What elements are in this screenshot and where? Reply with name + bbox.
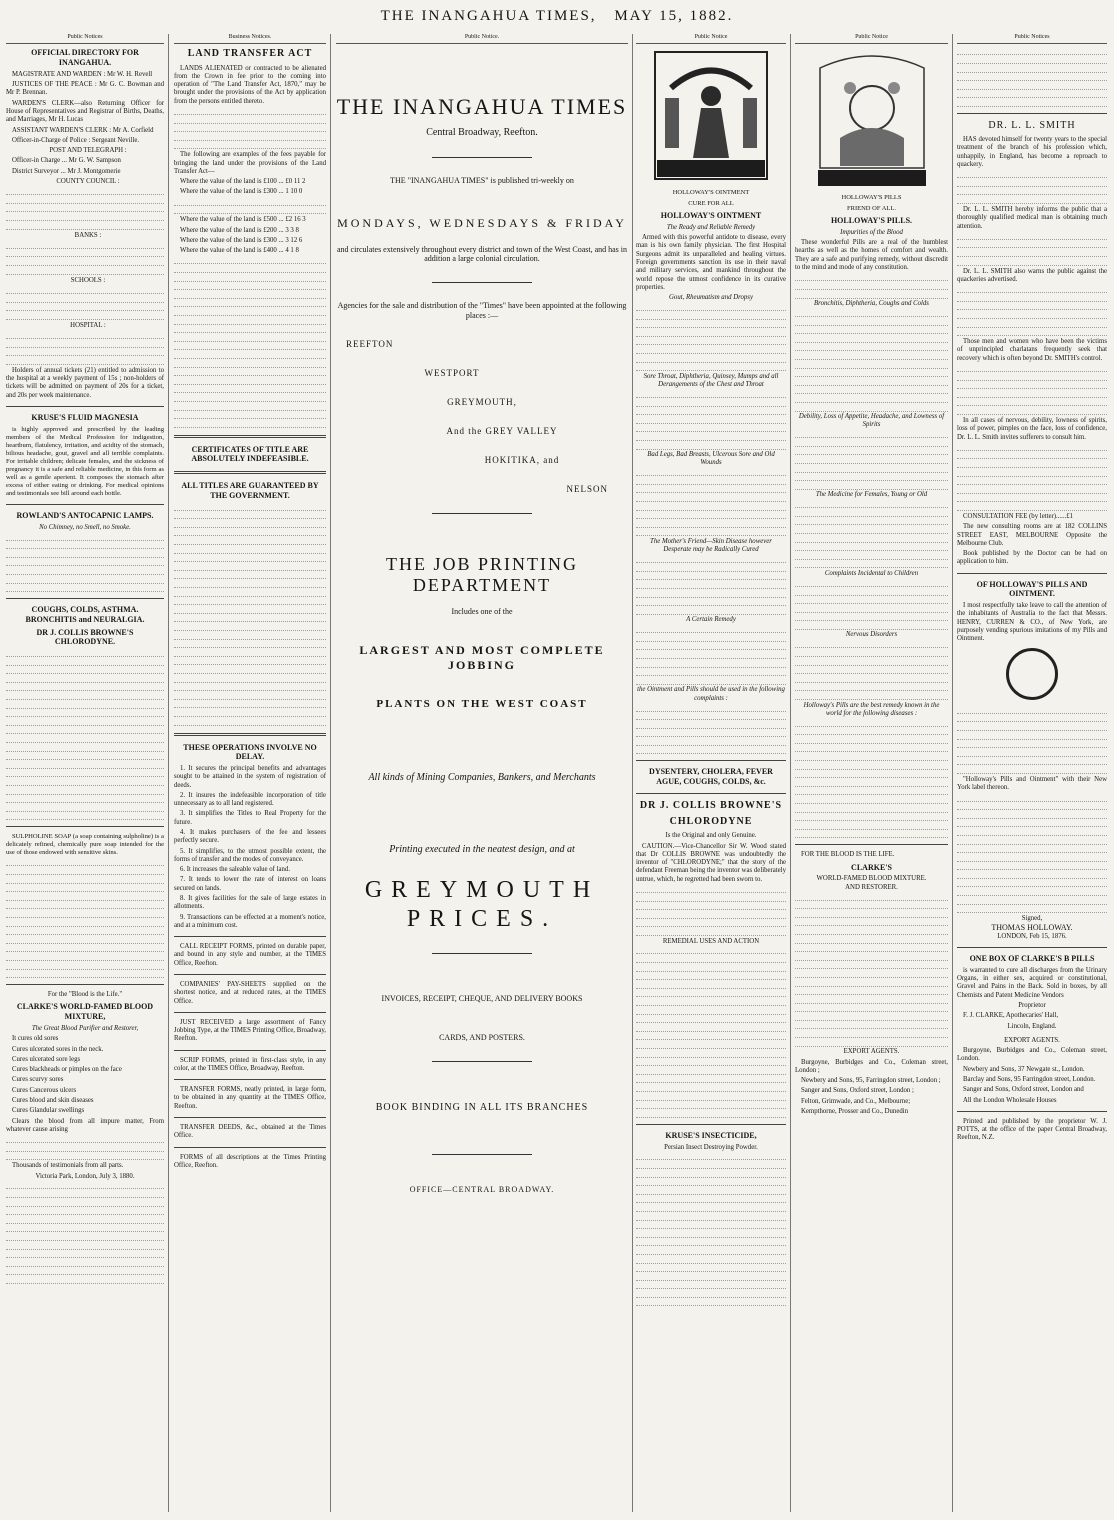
- world-famed: WORLD-FAMED BLOOD MIXTURE.: [816, 875, 927, 883]
- agent-line: Sanger and Sons, Oxford street, London ;: [801, 1087, 914, 1095]
- sore-throat-heading: Sore Throat, Diphtheria, Quinsey, Mumps and all Derangements of the Chest and Throat: [643, 372, 779, 389]
- restorer: AND RESTORER.: [845, 883, 898, 891]
- column-heading: Public Notice: [636, 34, 786, 44]
- list-item: It cures old sores: [12, 1035, 59, 1043]
- holloway-date: LONDON, Feb 15, 1876.: [997, 932, 1067, 940]
- clarke-title: CLARKE'S: [851, 862, 892, 872]
- column-heading: Public Notice: [795, 34, 948, 44]
- holloway-pills-engraving: [810, 48, 934, 188]
- dr-smith-para: Dr. L. L. SMITH hereby informs the public that a thoroughly qualified medical man is obtaining much attention.: [957, 205, 1107, 230]
- list-item: Cures ulcerated sores in the neck.: [12, 1045, 104, 1053]
- holloway-signature: THOMAS HOLLOWAY.: [991, 923, 1073, 933]
- list-item: 6. It increases the saleable value of land.: [180, 866, 291, 874]
- column-rule: [952, 34, 953, 1512]
- collis-title: DR J. COLLIS BROWNE'S: [639, 799, 783, 811]
- column-5: [795, 34, 948, 1510]
- column-heading: Public Notices: [957, 34, 1107, 44]
- holloway-seal: [957, 648, 1107, 703]
- chlorodyne-title: CHLORODYNE: [669, 816, 753, 828]
- list-item: 2. It insures the indefeasible incorporation of title unnecessary as to all land registered.: [174, 791, 326, 808]
- list-item: Cures blood and skin diseases: [12, 1096, 94, 1104]
- place-item: NELSON: [566, 483, 608, 494]
- scrip-forms-ad: SCRIP FORMS, printed in first-class style, in any color, at the TIMES Office, Broadway, Reefton.: [174, 1056, 326, 1072]
- fee-row: Where the value of the land is £300 ... 3 12 6: [180, 236, 303, 244]
- consulting-rooms: The new consulting rooms are at 182 COLLINS STREET EAST, MELBOURNE Opposite the Melbourne Club.: [957, 523, 1107, 547]
- rowland-lamps-title: ROWLAND'S ANTOCAPNIC LAMPS.: [16, 510, 154, 520]
- testimonial-place: Victoria Park, London, July 3, 1880.: [35, 1172, 135, 1180]
- column-6: [957, 34, 1107, 1510]
- lincoln: Lincoln, England.: [1007, 1022, 1057, 1030]
- holloway-caution-title: OF HOLLOWAY'S PILLS AND OINTMENT.: [976, 579, 1088, 599]
- kruse-insecticide-sub: Persian Insect Destroying Powder.: [664, 1143, 758, 1151]
- nervous-heading: Nervous Disorders: [845, 631, 898, 639]
- testimonials-note: Thousands of testimonials from all parts.: [12, 1162, 124, 1170]
- holloway-caution-body: I most respectfully take leave to call the attention of the inhabitants of Australia to the fact that Messrs. HENRY, CURREN & CO., of New York, are purposely vending spurious imitations of my Pills and Ointment.: [957, 602, 1107, 643]
- column-rule: [632, 34, 633, 1512]
- agent-line: Burgoyne, Burbidges and Co., Coleman street, London ;: [795, 1058, 948, 1074]
- includes-text: Includes one of the: [451, 607, 513, 617]
- dr-smith-para: Those men and women who have been the victims of unprincipled charlatans frequently seek that recovery which is often beyond Dr. SMITH's control.: [957, 338, 1107, 362]
- greymouth-prices: GREYMOUTH PRICES.: [364, 877, 600, 933]
- agent-line: Felton, Grimwade, and Co., Melbourne;: [801, 1097, 911, 1105]
- holloway-names: "Holloway's Pills and Ointment" with their New York label thereon.: [957, 775, 1107, 792]
- column-rule: [168, 34, 169, 1512]
- agent-line: Barclay and Sons, 95 Farringdon street, London.: [963, 1076, 1096, 1083]
- complaints-heading: the Ointment and Pills should be used in the following complaints :: [637, 686, 785, 702]
- list-item: 4. It makes purchasers of the fee and lessees perfectly secure.: [174, 829, 326, 845]
- book-note: Book published by the Doctor can be had on application to him.: [957, 550, 1107, 566]
- column-heading: Public Notices: [6, 34, 164, 44]
- agent-line: All the London Wholesale Houses: [963, 1096, 1057, 1104]
- masthead: [0, 0, 1114, 32]
- just-received-ad: JUST RECEIVED a large assortment of Fancy Jobbing Type, at the TIMES Printing Office, Broadway, Reefton.: [174, 1018, 326, 1043]
- pills-plate-label: HOLLOWAY'S PILLS: [841, 194, 902, 202]
- directory-line: BANKS :: [74, 231, 102, 239]
- column-2: [174, 34, 326, 1510]
- fee-row: Where the value of the land is £400 ... 4 1 8: [180, 247, 299, 255]
- printing-text: Printing executed in the neatest design, and at: [389, 844, 575, 856]
- publication-days: MONDAYS, WEDNESDAYS & FRIDAY: [337, 216, 627, 231]
- advantages-list: [174, 765, 326, 930]
- column-4: [636, 34, 786, 1510]
- remedial-heading: REMEDIAL USES AND ACTION: [662, 937, 760, 945]
- ointment-body: Armed with this powerful antidote to disease, every man is his own family physician. The first Hospital Surgeons admit its unparalleled and healing virtues. Foreign governments sanction its use in their naval and military services, and mankind throughout the world repose the utmost confidence in its curative properties.: [636, 234, 786, 291]
- caution-text: CAUTION.—Vice-Chancellor Sir W. Wood stated that Dr COLLIS BROWNE was undoubtedly the inventor of "CHLORODYNE;" that the story of the defendant Freeman being the inventor was deliberately untrue, which, he regretted had been sworn to.: [636, 842, 786, 883]
- blood-life-text: FOR THE BLOOD IS THE LIFE.: [801, 851, 895, 859]
- fees-intro: The following are examples of the fees payable for bringing the land under the provisions of the Land Transfer Act—: [174, 151, 326, 175]
- transfer-deeds-ad: TRANSFER DEEDS, &c., obtained at the Times Office.: [174, 1124, 326, 1140]
- agent-line: Burgoyne, Burbidges and Co., Coleman street, London.: [957, 1047, 1107, 1063]
- cards-text: CARDS, AND POSTERS.: [439, 1033, 525, 1043]
- holloway-ointment-engraving: [651, 48, 771, 183]
- paper-address: Central Broadway, Reefton.: [426, 127, 538, 139]
- dr-smith-para: In all cases of nervous, debility, lowness of spirits, loss of power, pimples on the face, loss of confidence, Dr. L. L. Smith invites sufferers to consult him.: [957, 416, 1107, 441]
- kruse-magnesia-text: is highly approved and prescribed by the leading members of the Medical Profession for indigestion, heartburn, flatulency, irritation, and acidity of the stomach, bilious headache, gout, gravel and all terrible complaints. For irritable children; delicate females, and the sickness of pregnancy it is a safe and reliable medicine, in this form as well as a gentle aperient. It composes the stomach after excess of either eating or drinking. For medical opinions and testimonials see bill around each bottle.: [6, 425, 164, 497]
- coughs-title: COUGHS, COLDS, ASTHMA. BRONCHITIS and NEURALGIA.: [25, 605, 145, 624]
- dysentery-title: DYSENTERY, CHOLERA, FEVER AGUE, COUGHS, COLDS, &c.: [649, 767, 773, 787]
- list-item: Cures Glandular swellings: [12, 1107, 85, 1115]
- children-heading: Complaints Incidental to Children: [824, 570, 919, 578]
- consultation-fee: CONSULTATION FEE (by letter)......£1: [963, 512, 1074, 520]
- land-transfer-intro: LANDS ALIENATED or contracted to be alienated from the Crown in fee prior to the coming into operation of "The Land Transfer Act, 1870," may be brought under the provisions of the Act by application from the persons entitled thereto.: [174, 64, 326, 105]
- operations-title: THESE OPERATIONS INVOLVE NO DELAY.: [183, 742, 317, 762]
- mothers-heading: The Mother's Friend—Skin Disease however Desperate may be Radically Cured: [650, 538, 772, 554]
- directory-line: ASSISTANT WARDEN'S CLERK : Mr A. Corfield: [12, 126, 154, 134]
- directory-line: POST AND TELEGRAPH :: [49, 147, 127, 155]
- ointment-plate-label: HOLLOWAY'S OINTMENT: [672, 189, 750, 197]
- plants-text: PLANTS ON THE WEST COAST: [376, 698, 588, 711]
- gout-heading: Gout, Rheumatism and Dropsy: [669, 294, 753, 302]
- pills-body: These wonderful Pills are a real of the humblest hearths as well as the homes of comfort and wealth. They are a safe and purifying remedy, without discredit to the mind and mode of any constitution.: [795, 239, 948, 272]
- published-line: THE "INANGAHUA TIMES" is published tri-weekly on: [390, 176, 574, 186]
- transfer-forms-ad: TRANSFER FORMS, neatly printed, in large form, to be obtained in any quantity at the TIMES Office, Reefton.: [174, 1086, 326, 1110]
- job-printing-title: THE JOB PRINTING DEPARTMENT: [386, 553, 578, 596]
- list-item: Cures Cancerous ulcers: [12, 1086, 77, 1094]
- signed-label: Signed,: [1021, 914, 1043, 922]
- directory-line: MAGISTRATE AND WARDEN : Mr W. H. Revell: [12, 70, 153, 78]
- directory-line: HOSPITAL :: [70, 321, 106, 329]
- export-agents-heading: EXPORT AGENTS.: [843, 1048, 900, 1056]
- agencies-text: Agencies for the sale and distribution of the "Times" have been appointed at the following places :—: [337, 301, 627, 320]
- rowland-lamps-sub: No Chimney, no Smell, no Smoke.: [39, 523, 131, 531]
- guaranteed-title: ALL TITLES ARE GUARANTEED BY THE GOVERNMENT.: [181, 481, 319, 500]
- bad-legs-heading: Bad Legs, Bad Breasts, Ulcerous Sore and Old Wounds: [647, 451, 775, 467]
- all-kinds-text: All kinds of Mining Companies, Bankers, and Merchants: [368, 771, 596, 783]
- circulation-text: and circulates extensively throughout every district and town of the West Coast, and has in addition a large colonial circulation.: [336, 244, 628, 264]
- clarke-blood-title: CLARKE'S WORLD-FAMED BLOOD MIXTURE,: [16, 1002, 154, 1022]
- fee-row: Where the value of the land is £500 ... £2 16 3: [180, 216, 306, 224]
- list-item: Cures blackheads or pimples on the face: [12, 1066, 122, 1074]
- column-3: [336, 34, 628, 1510]
- fee-row: Where the value of the land is £200 ... 3 3 8: [180, 226, 299, 234]
- fee-row: Where the value of the land is £100 ... £0 11 2: [180, 178, 306, 186]
- dr-smith-para: HAS devoted himself for twenty years to the special treatment of the branch of his profession which, unhappily, in England, has become a reproach to quackery.: [957, 136, 1107, 168]
- collis-browne-title: DR J. COLLIS BROWNE'S CHLORODYNE.: [36, 627, 134, 647]
- pills-plate-friend: FRIEND OF ALL.: [847, 205, 896, 213]
- land-transfer-title: LAND TRANSFER ACT: [187, 48, 313, 60]
- ointment-plate-cure: CURE FOR ALL: [688, 200, 734, 208]
- agent-line: Newbery and Sons, 37 Newgate st., London.: [963, 1065, 1085, 1073]
- pills-tag: Impurities of the Blood: [840, 228, 903, 236]
- directory-line: SCHOOLS :: [70, 276, 106, 284]
- directory-line: District Surveyor ... Mr J. Montgomerie: [12, 167, 121, 175]
- agent-line: Kempthorne, Prosser and Co., Dunedin: [801, 1107, 909, 1115]
- largest-text: LARGEST AND MOST COMPLETE JOBBING: [359, 643, 605, 672]
- bronchitis-heading: Bronchitis, Diphtheria, Coughs and Colds: [814, 300, 929, 308]
- list-item: Cures scurvy sores: [12, 1076, 64, 1084]
- imprint: Printed and published by the proprietor W. J. POTTS, at the office of the paper Central Broadway, Reefton, N.Z.: [957, 1117, 1107, 1142]
- certificates-title: CERTIFICATES OF TITLE ARE ABSOLUTELY INDEFEASIBLE.: [191, 444, 309, 464]
- issue-date: MAY 15, 1882.: [614, 8, 734, 24]
- place-item: WESTPORT: [424, 367, 480, 378]
- directory-line: WARDEN'S CLERK—also Returning Officer for House of Representatives and Registrar of Births, Deaths, and Marriages, Mr H. Lucas: [6, 99, 164, 124]
- pills-title: HOLLOWAY'S PILLS.: [830, 216, 913, 226]
- proprietor-name: F. J. CLARKE, Apothecaries' Hall,: [963, 1012, 1059, 1020]
- fee-row: Where the value of the land is £300 ... 1 10 0: [180, 188, 303, 196]
- females-heading: The Medicine for Females, Young or Old: [815, 491, 928, 499]
- directory-line: Holders of annual tickets (21) entitled to admission to the hospital at a weekly payment of 15s ; non-holders of tickets will be admitted on payment of 20s for a ticket, and 20s per week maintenance.: [6, 366, 164, 399]
- directory-line: JUSTICES OF THE PEACE : Mr G. C. Bowman and Mr P. Brennan.: [6, 81, 164, 97]
- invoices-text: INVOICES, RECEIPT, CHEQUE, AND DELIVERY BOOKS: [381, 993, 583, 1003]
- dr-smith-title: DR. L. L. SMITH: [988, 119, 1076, 131]
- clarke-pills-body: is warranted to cure all discharges from the Urinary Organs, in either sex, acquired or constitutional, Gravel and Pains in the Back. Sold in boxes, by all Chemists and Patent Medicine Vendors: [957, 966, 1107, 999]
- certain-heading: A Certain Remedy: [686, 616, 736, 624]
- list-item: 1. It secures the principal benefits and advantages sought to be attained in the system of registration of deeds.: [174, 765, 326, 789]
- list-item: Clears the blood from all impure matter, From whatever cause arising: [6, 1117, 164, 1133]
- list-item: 8. It gives facilities for the sale of large estates in allotments.: [174, 894, 326, 911]
- directory-line: COUNTY COUNCIL :: [56, 177, 120, 185]
- directory-line: Officer-in Charge ... Mr G. W. Sampson: [12, 157, 121, 165]
- column-rule: [330, 34, 331, 1512]
- column-heading: Business Notices.: [174, 34, 326, 44]
- diseases-table-heading: Holloway's Pills are the best remedy known in the world for the following diseases :: [803, 701, 940, 717]
- binding-text: BOOK BINDING IN ALL ITS BRANCHES: [375, 1102, 589, 1114]
- directory-title: OFFICIAL DIRECTORY FOR INANGAHUA.: [31, 48, 139, 68]
- companies-ad: COMPANIES' PAY-SHEETS supplied on the shortest notice, and at reduced rates, at the TIMES Office.: [174, 980, 326, 1005]
- agent-line: Sanger and Sons, Oxford street, London and: [963, 1086, 1084, 1094]
- column-heading: Public Notice.: [336, 34, 628, 44]
- fees-table: [174, 178, 326, 255]
- column-1: [6, 34, 164, 1510]
- office-text: OFFICE—CENTRAL BROADWAY.: [409, 1185, 555, 1195]
- list-item: 3. It simplifies the Titles to Real Property for the future.: [174, 810, 326, 826]
- place-item: And the GREY VALLEY: [446, 425, 558, 436]
- sulpholine-soap-text: SULPHOLINE SOAP (a soap containing sulpholine) is a delicately refined, chemically pure soap intended for the use of those endowed with sensitive skins.: [6, 833, 164, 857]
- directory-list: [6, 71, 164, 400]
- place-item: GREYMOUTH,: [447, 396, 517, 407]
- original-text: Is the Original and only Genuine.: [665, 832, 757, 840]
- kruse-insecticide-title: KRUSE'S INSECTICIDE,: [665, 1130, 757, 1140]
- ointment-tag: The Ready and Reliable Remedy: [666, 223, 756, 231]
- ointment-title: HOLLOWAY'S OINTMENT: [660, 211, 762, 221]
- export-agents-heading: EXPORT AGENTS.: [1004, 1036, 1060, 1044]
- place-item: REEFTON: [346, 338, 394, 349]
- kruse-magnesia-title: KRUSE'S FLUID MAGNESIA: [31, 412, 139, 422]
- forms-ad: FORMS of all descriptions at the Times Printing Office, Reefton.: [174, 1153, 326, 1169]
- column-rule: [790, 34, 791, 1512]
- clarke-pills-title: ONE BOX OF CLARKE'S B PILLS: [969, 954, 1095, 964]
- blood-is-life: For the "Blood is the Life.": [47, 991, 123, 999]
- call-receipt-ad: CALL RECEIPT FORMS, printed on durable paper, and bound in any style and number, at the TIMES Office, Reefton.: [174, 943, 326, 967]
- clarke-blood-tag: The Great Blood Purifier and Restorer,: [31, 1024, 139, 1032]
- dr-smith-para: Dr. L. L. SMITH also warns the public against the quackeries advertised.: [957, 267, 1107, 283]
- place-item: HOKITIKA, and: [484, 454, 560, 465]
- list-item: 9. Transactions can be effected at a moment's notice, and at a minimum cost.: [174, 913, 326, 929]
- list-item: Cures ulcerated sore legs: [12, 1055, 81, 1063]
- paper-name: THE INANGAHUA TIMES,: [380, 8, 597, 24]
- paper-title: THE INANGAHUA TIMES: [336, 94, 628, 120]
- agent-line: Newbery and Sons, 95, Farringdon street, London ;: [801, 1077, 941, 1085]
- list-item: 7. It tends to lower the rate of interest on loans secured on lands.: [174, 876, 326, 892]
- list-item: 5. It simplifies, to the utmost possible extent, the forms of transfer and the modes of conveyance.: [174, 847, 326, 863]
- directory-line: Officer-in-Charge of Police : Sergeant Neville.: [12, 136, 140, 144]
- debility-heading: Debility, Loss of Appetite, Headache, and Lowness of Spirits: [798, 413, 945, 429]
- proprietor-label: Proprietor: [1018, 1002, 1046, 1010]
- clarke-cures-list: [6, 1035, 164, 1134]
